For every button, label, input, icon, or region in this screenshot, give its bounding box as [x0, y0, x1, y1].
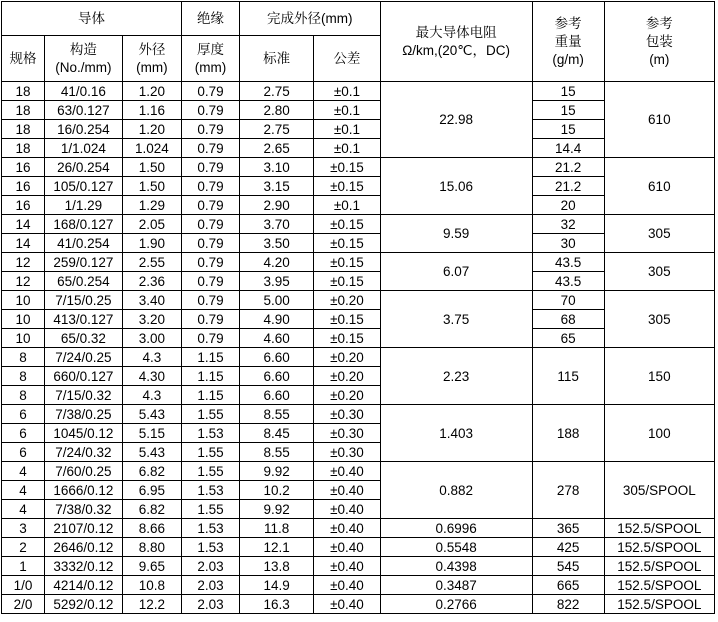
- header-standard: 标准: [240, 36, 314, 82]
- table-row: [2, 215, 715, 234]
- cell-gauge: 10: [2, 291, 45, 310]
- cell-gauge: 1/0: [2, 576, 45, 595]
- cell-conductor-od: 2.55: [122, 253, 181, 272]
- cell-ref-weight: 65: [532, 329, 604, 348]
- cell-standard-od: 6.60: [240, 348, 314, 367]
- cell-max-resistance: 0.2766: [380, 595, 532, 614]
- cell-tolerance: ±0.15: [314, 329, 380, 348]
- cell-conductor-od: 1.20: [122, 82, 181, 101]
- header-conductor-od: [122, 36, 181, 82]
- cell-standard-od: 9.92: [240, 500, 314, 519]
- cell-thickness: 1.55: [181, 462, 239, 481]
- cell-tolerance: ±0.15: [314, 158, 380, 177]
- table-row: [2, 291, 715, 310]
- cell-ref-weight: 43.5: [532, 272, 604, 291]
- cell-conductor-od: 4.30: [122, 367, 181, 386]
- cell-ref-weight: 425: [532, 538, 604, 557]
- cell-tolerance: ±0.1: [314, 196, 380, 215]
- table-body: [2, 2, 715, 614]
- cell-structure: 16/0.254: [44, 120, 122, 139]
- cell-gauge: 4: [2, 462, 45, 481]
- cell-gauge: 2/0: [2, 595, 45, 614]
- cell-thickness: 0.79: [181, 139, 239, 158]
- cell-conductor-od: 1.50: [122, 158, 181, 177]
- cell-tolerance: ±0.30: [314, 424, 380, 443]
- cell-structure: 65/0.254: [44, 272, 122, 291]
- cell-conductor-od: 3.20: [122, 310, 181, 329]
- cell-gauge: 6: [2, 424, 45, 443]
- cell-structure: 7/15/0.32: [44, 386, 122, 405]
- cell-gauge: 10: [2, 329, 45, 348]
- cell-structure: 7/60/0.25: [44, 462, 122, 481]
- cell-ref-weight: 30: [532, 234, 604, 253]
- cell-conductor-od: 10.8: [122, 576, 181, 595]
- cell-thickness: 0.79: [181, 101, 239, 120]
- cell-structure: 105/0.127: [44, 177, 122, 196]
- cell-max-resistance: 0.4398: [380, 557, 532, 576]
- cell-ref-weight: 188: [532, 405, 604, 462]
- cell-structure: 7/38/0.32: [44, 500, 122, 519]
- cell-conductor-od: 6.82: [122, 462, 181, 481]
- header-thickness: [181, 36, 239, 82]
- table-row: [2, 348, 715, 367]
- cell-tolerance: ±0.40: [314, 462, 380, 481]
- table-row: [2, 538, 715, 557]
- cell-standard-od: 4.90: [240, 310, 314, 329]
- cell-conductor-od: 6.95: [122, 481, 181, 500]
- header-structure: [44, 36, 122, 82]
- cell-structure: 2107/0.12: [44, 519, 122, 538]
- cell-ref-packaging: 305: [604, 253, 714, 291]
- cell-ref-packaging: 150: [604, 348, 714, 405]
- cell-ref-weight: 68: [532, 310, 604, 329]
- cell-conductor-od: 1.024: [122, 139, 181, 158]
- table-row: [2, 158, 715, 177]
- cell-structure: 7/24/0.32: [44, 443, 122, 462]
- cell-structure: 41/0.16: [44, 82, 122, 101]
- cell-thickness: 1.15: [181, 367, 239, 386]
- cell-structure: 5292/0.12: [44, 595, 122, 614]
- cell-gauge: 18: [2, 101, 45, 120]
- cell-standard-od: 3.95: [240, 272, 314, 291]
- cell-standard-od: 3.15: [240, 177, 314, 196]
- cell-tolerance: ±0.40: [314, 538, 380, 557]
- cell-ref-packaging: 305: [604, 291, 714, 348]
- cell-conductor-od: 5.15: [122, 424, 181, 443]
- cell-gauge: 18: [2, 82, 45, 101]
- cell-conductor-od: 2.05: [122, 215, 181, 234]
- cell-ref-packaging: 152.5/SPOOL: [604, 576, 714, 595]
- header-max-resistance: [380, 2, 532, 82]
- header-row-1: [2, 2, 715, 36]
- cell-standard-od: 2.75: [240, 120, 314, 139]
- cell-ref-weight: 21.2: [532, 177, 604, 196]
- cell-structure: 1666/0.12: [44, 481, 122, 500]
- header-ref-weight-line2: 重量: [554, 33, 582, 49]
- header-thickness-line2: (mm): [194, 59, 227, 75]
- cell-structure: 660/0.127: [44, 367, 122, 386]
- cell-conductor-od: 1.29: [122, 196, 181, 215]
- cell-gauge: 4: [2, 500, 45, 519]
- cell-max-resistance: 9.59: [380, 215, 532, 253]
- cell-ref-weight: 365: [532, 519, 604, 538]
- cell-standard-od: 10.2: [240, 481, 314, 500]
- header-ref-pack-line1: 参考: [645, 15, 673, 31]
- cell-tolerance: ±0.30: [314, 443, 380, 462]
- cell-gauge: 18: [2, 120, 45, 139]
- cell-standard-od: 2.75: [240, 82, 314, 101]
- cell-conductor-od: 1.90: [122, 234, 181, 253]
- cell-thickness: 0.79: [181, 234, 239, 253]
- cell-conductor-od: 6.82: [122, 500, 181, 519]
- table-row: [2, 253, 715, 272]
- cell-max-resistance: 0.5548: [380, 538, 532, 557]
- header-structure-line2: (No./mm): [55, 59, 112, 75]
- cell-tolerance: ±0.20: [314, 367, 380, 386]
- cell-max-resistance: 1.403: [380, 405, 532, 462]
- header-thickness-line1: 厚度: [196, 41, 224, 57]
- cell-structure: 1/1.29: [44, 196, 122, 215]
- cell-conductor-od: 1.20: [122, 120, 181, 139]
- cell-standard-od: 16.3: [240, 595, 314, 614]
- cell-ref-weight: 822: [532, 595, 604, 614]
- cell-ref-weight: 545: [532, 557, 604, 576]
- cell-thickness: 1.55: [181, 443, 239, 462]
- header-ref-weight: [532, 2, 604, 82]
- cell-standard-od: 3.70: [240, 215, 314, 234]
- header-ref-pack-line3: (m): [649, 51, 670, 67]
- cell-standard-od: 8.45: [240, 424, 314, 443]
- cell-standard-od: 5.00: [240, 291, 314, 310]
- cell-thickness: 1.53: [181, 481, 239, 500]
- cell-ref-weight: 15: [532, 101, 604, 120]
- cell-thickness: 0.79: [181, 329, 239, 348]
- cell-structure: 65/0.32: [44, 329, 122, 348]
- cell-structure: 7/24/0.25: [44, 348, 122, 367]
- cell-standard-od: 12.1: [240, 538, 314, 557]
- cell-standard-od: 8.55: [240, 405, 314, 424]
- cell-tolerance: ±0.1: [314, 120, 380, 139]
- table-row: [2, 519, 715, 538]
- cell-ref-weight: 15: [532, 120, 604, 139]
- table-row: [2, 595, 715, 614]
- cell-thickness: 0.79: [181, 177, 239, 196]
- cell-thickness: 1.55: [181, 405, 239, 424]
- header-ref-pack: [604, 2, 714, 82]
- cell-structure: 7/38/0.25: [44, 405, 122, 424]
- cell-ref-weight: 14.4: [532, 139, 604, 158]
- cell-structure: 1/1.024: [44, 139, 122, 158]
- header-max-resistance-line1: 最大导体电阻: [415, 24, 497, 40]
- cell-structure: 259/0.127: [44, 253, 122, 272]
- cell-tolerance: ±0.40: [314, 576, 380, 595]
- cell-gauge: 16: [2, 177, 45, 196]
- cell-max-resistance: 0.882: [380, 462, 532, 519]
- cell-standard-od: 6.60: [240, 367, 314, 386]
- cell-gauge: 14: [2, 215, 45, 234]
- table-row: [2, 557, 715, 576]
- cell-conductor-od: 1.50: [122, 177, 181, 196]
- header-ref-weight-line1: 参考: [554, 15, 582, 31]
- cell-tolerance: ±0.15: [314, 272, 380, 291]
- header-finished-od: 完成外径(mm): [240, 2, 381, 36]
- cell-standard-od: 9.92: [240, 462, 314, 481]
- cell-standard-od: 4.60: [240, 329, 314, 348]
- cell-gauge: 10: [2, 310, 45, 329]
- cell-structure: 2646/0.12: [44, 538, 122, 557]
- cell-tolerance: ±0.15: [314, 234, 380, 253]
- cell-gauge: 6: [2, 443, 45, 462]
- cell-tolerance: ±0.40: [314, 557, 380, 576]
- cell-ref-packaging: 305: [604, 215, 714, 253]
- cell-standard-od: 11.8: [240, 519, 314, 538]
- table-row: [2, 462, 715, 481]
- cell-conductor-od: 4.3: [122, 386, 181, 405]
- cell-thickness: 0.79: [181, 196, 239, 215]
- cell-thickness: 0.79: [181, 82, 239, 101]
- header-conductor-od-line1: 外径: [138, 41, 166, 57]
- cell-thickness: 1.15: [181, 348, 239, 367]
- cell-structure: 7/15/0.25: [44, 291, 122, 310]
- cell-ref-packaging: 610: [604, 82, 714, 158]
- table-row: [2, 576, 715, 595]
- cell-max-resistance: 15.06: [380, 158, 532, 215]
- cell-tolerance: ±0.15: [314, 253, 380, 272]
- cell-standard-od: 2.80: [240, 101, 314, 120]
- cell-thickness: 0.79: [181, 158, 239, 177]
- header-conductor-od-line2: (mm): [136, 59, 168, 75]
- header-ref-weight-line3: (g/m): [552, 51, 584, 67]
- cell-max-resistance: 6.07: [380, 253, 532, 291]
- cell-conductor-od: 4.3: [122, 348, 181, 367]
- cell-standard-od: 4.20: [240, 253, 314, 272]
- cell-ref-weight: 20: [532, 196, 604, 215]
- header-conductor: 导体: [2, 2, 182, 36]
- cell-gauge: 6: [2, 405, 45, 424]
- table-row: [2, 405, 715, 424]
- cell-structure: 168/0.127: [44, 215, 122, 234]
- cell-thickness: 2.03: [181, 576, 239, 595]
- cell-ref-weight: 43.5: [532, 253, 604, 272]
- cell-ref-packaging: 305/SPOOL: [604, 462, 714, 519]
- cell-thickness: 0.79: [181, 120, 239, 139]
- cell-thickness: 1.53: [181, 424, 239, 443]
- cell-gauge: 8: [2, 386, 45, 405]
- cell-tolerance: ±0.20: [314, 386, 380, 405]
- cell-structure: 41/0.254: [44, 234, 122, 253]
- header-max-resistance-line2: Ω/km,(20℃，DC): [402, 42, 510, 58]
- cell-conductor-od: 3.00: [122, 329, 181, 348]
- cell-gauge: 14: [2, 234, 45, 253]
- cell-tolerance: ±0.1: [314, 139, 380, 158]
- cell-ref-weight: 665: [532, 576, 604, 595]
- cell-tolerance: ±0.1: [314, 101, 380, 120]
- cell-max-resistance: 3.75: [380, 291, 532, 348]
- cell-tolerance: ±0.1: [314, 82, 380, 101]
- cell-structure: 1045/0.12: [44, 424, 122, 443]
- cell-standard-od: 3.50: [240, 234, 314, 253]
- cell-gauge: 3: [2, 519, 45, 538]
- cell-max-resistance: 22.98: [380, 82, 532, 158]
- cell-structure: 4214/0.12: [44, 576, 122, 595]
- cell-conductor-od: 5.43: [122, 443, 181, 462]
- cell-ref-weight: 115: [532, 348, 604, 405]
- cell-ref-weight: 70: [532, 291, 604, 310]
- cell-standard-od: 13.8: [240, 557, 314, 576]
- cell-ref-packaging: 100: [604, 405, 714, 462]
- cell-conductor-od: 2.36: [122, 272, 181, 291]
- cell-thickness: 1.53: [181, 519, 239, 538]
- cell-ref-weight: 21.2: [532, 158, 604, 177]
- cell-thickness: 0.79: [181, 310, 239, 329]
- cell-standard-od: 3.10: [240, 158, 314, 177]
- cell-structure: 63/0.127: [44, 101, 122, 120]
- cell-gauge: 8: [2, 367, 45, 386]
- cable-spec-table: [1, 1, 715, 614]
- cell-conductor-od: 8.80: [122, 538, 181, 557]
- cell-thickness: 2.03: [181, 595, 239, 614]
- cell-structure: 3332/0.12: [44, 557, 122, 576]
- cell-ref-weight: 32: [532, 215, 604, 234]
- cell-thickness: 0.79: [181, 215, 239, 234]
- cell-standard-od: 2.90: [240, 196, 314, 215]
- cell-standard-od: 14.9: [240, 576, 314, 595]
- cell-gauge: 16: [2, 158, 45, 177]
- header-structure-line1: 构造: [69, 41, 97, 57]
- cell-gauge: 16: [2, 196, 45, 215]
- cell-ref-packaging: 610: [604, 158, 714, 215]
- header-ref-pack-line2: 包装: [645, 33, 673, 49]
- cell-gauge: 12: [2, 272, 45, 291]
- cell-thickness: 1.55: [181, 500, 239, 519]
- cell-thickness: 0.79: [181, 291, 239, 310]
- cell-tolerance: ±0.40: [314, 500, 380, 519]
- cell-max-resistance: 0.6996: [380, 519, 532, 538]
- cell-conductor-od: 1.16: [122, 101, 181, 120]
- table-row: [2, 82, 715, 101]
- cell-standard-od: 2.65: [240, 139, 314, 158]
- cell-structure: 26/0.254: [44, 158, 122, 177]
- cell-ref-packaging: 152.5/SPOOL: [604, 519, 714, 538]
- cell-max-resistance: 2.23: [380, 348, 532, 405]
- cell-thickness: 0.79: [181, 272, 239, 291]
- header-gauge: 规格: [2, 36, 45, 82]
- cell-tolerance: ±0.40: [314, 519, 380, 538]
- cell-ref-packaging: 152.5/SPOOL: [604, 595, 714, 614]
- cell-ref-packaging: 152.5/SPOOL: [604, 557, 714, 576]
- header-insulation: 绝缘: [181, 2, 239, 36]
- header-tolerance: 公差: [314, 36, 380, 82]
- cell-gauge: 4: [2, 481, 45, 500]
- cell-tolerance: ±0.30: [314, 405, 380, 424]
- cell-ref-weight: 15: [532, 82, 604, 101]
- cell-conductor-od: 8.66: [122, 519, 181, 538]
- cell-gauge: 8: [2, 348, 45, 367]
- cell-conductor-od: 9.65: [122, 557, 181, 576]
- cell-tolerance: ±0.20: [314, 348, 380, 367]
- cell-ref-weight: 278: [532, 462, 604, 519]
- cell-gauge: 18: [2, 139, 45, 158]
- cell-conductor-od: 12.2: [122, 595, 181, 614]
- cell-gauge: 12: [2, 253, 45, 272]
- cell-tolerance: ±0.15: [314, 215, 380, 234]
- cell-thickness: 2.03: [181, 557, 239, 576]
- cell-tolerance: ±0.20: [314, 291, 380, 310]
- cell-structure: 413/0.127: [44, 310, 122, 329]
- cell-thickness: 1.15: [181, 386, 239, 405]
- cell-thickness: 1.53: [181, 538, 239, 557]
- cell-tolerance: ±0.15: [314, 177, 380, 196]
- cell-thickness: 0.79: [181, 253, 239, 272]
- cell-ref-packaging: 152.5/SPOOL: [604, 538, 714, 557]
- cell-conductor-od: 3.40: [122, 291, 181, 310]
- cell-standard-od: 6.60: [240, 386, 314, 405]
- cell-gauge: 2: [2, 538, 45, 557]
- cell-tolerance: ±0.15: [314, 310, 380, 329]
- cell-max-resistance: 0.3487: [380, 576, 532, 595]
- cell-conductor-od: 5.43: [122, 405, 181, 424]
- cell-tolerance: ±0.40: [314, 595, 380, 614]
- cell-tolerance: ±0.40: [314, 481, 380, 500]
- cell-gauge: 1: [2, 557, 45, 576]
- cell-standard-od: 8.55: [240, 443, 314, 462]
